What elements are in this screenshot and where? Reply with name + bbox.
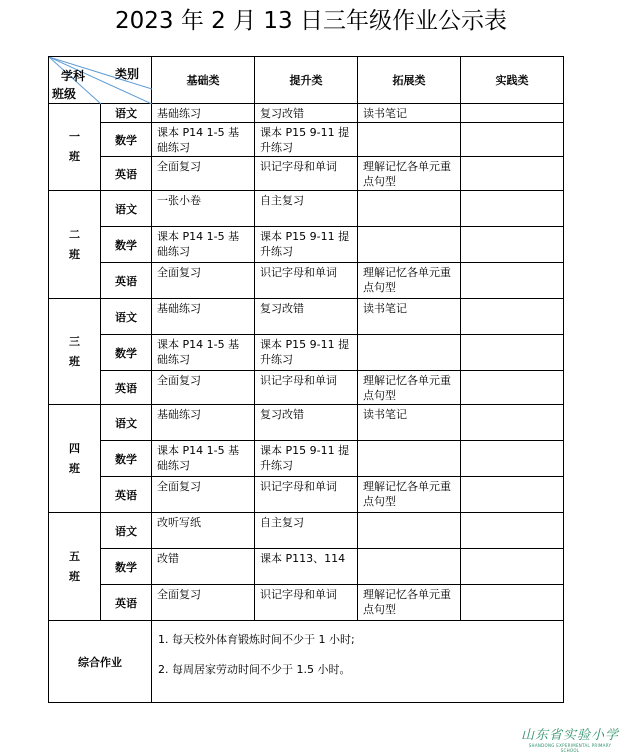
task-cell-improve: 识记字母和单词 (255, 263, 358, 299)
task-cell-basic: 课本 P14 1-5 基础练习 (152, 123, 255, 157)
school-logo-name: 山东省实验小学 (520, 728, 619, 743)
task-cell-extend: 理解记忆各单元重点句型 (358, 477, 461, 513)
subject-cell: 语文 (101, 405, 152, 441)
task-cell-basic: 全面复习 (152, 477, 255, 513)
class-name-char: 班 (69, 569, 80, 583)
table-row (49, 191, 564, 227)
task-cell-improve: 识记字母和单词 (255, 477, 358, 513)
summary-label: 综合作业 (49, 621, 152, 703)
table-row (49, 227, 564, 263)
class-name-char: 三 (69, 334, 80, 348)
class-name-char: 班 (69, 461, 80, 475)
table-row (49, 477, 564, 513)
task-cell-extend: 理解记忆各单元重点句型 (358, 157, 461, 191)
task-cell-extend: 读书笔记 (358, 104, 461, 123)
task-cell-basic: 基础练习 (152, 104, 255, 123)
task-cell-practice (461, 157, 564, 191)
task-cell-practice (461, 299, 564, 335)
task-cell-extend: 读书笔记 (358, 299, 461, 335)
task-cell-improve: 课本 P15 9-11 提升练习 (255, 123, 358, 157)
table-row (49, 549, 564, 585)
table-row (49, 123, 564, 157)
subject-cell: 英语 (101, 477, 152, 513)
task-cell-extend (358, 441, 461, 477)
task-cell-practice (461, 477, 564, 513)
subject-cell: 英语 (101, 263, 152, 299)
task-cell-basic: 全面复习 (152, 585, 255, 621)
table-row (49, 441, 564, 477)
task-cell-improve: 自主复习 (255, 191, 358, 227)
class-name-cell (49, 513, 101, 621)
summary-row (49, 621, 564, 703)
task-cell-practice (461, 441, 564, 477)
task-cell-basic: 基础练习 (152, 299, 255, 335)
task-cell-basic: 全面复习 (152, 371, 255, 405)
task-cell-improve: 自主复习 (255, 513, 358, 549)
summary-notes (152, 621, 564, 703)
class-name-char: 四 (69, 441, 80, 455)
subject-cell: 数学 (101, 549, 152, 585)
subject-cell: 英语 (101, 371, 152, 405)
class-name-char: 班 (69, 354, 80, 368)
task-cell-basic: 全面复习 (152, 157, 255, 191)
table-row (49, 513, 564, 549)
column-header-extend: 拓展类 (358, 57, 461, 104)
task-cell-extend: 理解记忆各单元重点句型 (358, 371, 461, 405)
class-name-cell (49, 405, 101, 513)
table-row (49, 335, 564, 371)
task-cell-practice (461, 191, 564, 227)
task-cell-practice (461, 104, 564, 123)
task-cell-extend: 读书笔记 (358, 405, 461, 441)
task-cell-practice (461, 549, 564, 585)
school-logo (520, 724, 620, 754)
subject-cell: 数学 (101, 441, 152, 477)
task-cell-extend (358, 513, 461, 549)
task-cell-extend: 理解记忆各单元重点句型 (358, 263, 461, 299)
task-cell-improve: 复习改错 (255, 299, 358, 335)
task-cell-improve: 课本 P15 9-11 提升练习 (255, 441, 358, 477)
corner-label-class: 班级 (52, 87, 77, 101)
class-name-cell (49, 191, 101, 299)
school-logo-english: SHANDONG EXPERIMENTAL PRIMARY SCHOOL (528, 743, 612, 753)
subject-cell: 语文 (101, 191, 152, 227)
task-cell-practice (461, 263, 564, 299)
subject-cell: 语文 (101, 513, 152, 549)
header-row (49, 57, 564, 104)
task-cell-practice (461, 335, 564, 371)
task-cell-improve: 复习改错 (255, 405, 358, 441)
task-cell-extend (358, 123, 461, 157)
corner-label-category: 类别 (115, 67, 140, 81)
table-row (49, 405, 564, 441)
task-cell-improve: 复习改错 (255, 104, 358, 123)
task-cell-improve: 课本 P113、114 (255, 549, 358, 585)
subject-cell: 数学 (101, 227, 152, 263)
task-cell-improve: 识记字母和单词 (255, 371, 358, 405)
task-cell-improve: 课本 P15 9-11 提升练习 (255, 227, 358, 263)
table-row (49, 371, 564, 405)
subject-cell: 数学 (101, 335, 152, 371)
corner-header-cell (49, 57, 152, 104)
class-name-char: 五 (69, 549, 80, 563)
class-name-char: 一 (69, 130, 80, 143)
task-cell-practice (461, 405, 564, 441)
subject-cell: 英语 (101, 585, 152, 621)
class-name-cell (49, 104, 101, 191)
class-name-char: 班 (69, 247, 80, 261)
task-cell-practice (461, 513, 564, 549)
task-cell-improve: 识记字母和单词 (255, 157, 358, 191)
corner-label-subject: 学科 (61, 69, 86, 83)
task-cell-basic: 基础练习 (152, 405, 255, 441)
homework-table (48, 56, 564, 703)
table-row (49, 585, 564, 621)
subject-cell: 语文 (101, 104, 152, 123)
table-row (49, 263, 564, 299)
subject-cell: 数学 (101, 123, 152, 157)
task-cell-extend: 理解记忆各单元重点句型 (358, 585, 461, 621)
column-header-practice: 实践类 (461, 57, 564, 104)
task-cell-extend (358, 191, 461, 227)
summary-note: 2. 每周居家劳动时间不少于 1.5 小时。 (158, 663, 351, 676)
task-cell-practice (461, 227, 564, 263)
task-cell-basic: 改听写纸 (152, 513, 255, 549)
table-row (49, 104, 564, 123)
table-row (49, 299, 564, 335)
task-cell-extend (358, 549, 461, 585)
class-name-cell (49, 299, 101, 405)
task-cell-practice (461, 371, 564, 405)
column-header-basic: 基础类 (152, 57, 255, 104)
task-cell-improve: 课本 P15 9-11 提升练习 (255, 335, 358, 371)
class-name-char: 班 (69, 150, 80, 163)
task-cell-extend (358, 335, 461, 371)
column-header-improve: 提升类 (255, 57, 358, 104)
task-cell-basic: 一张小卷 (152, 191, 255, 227)
class-name-char: 二 (69, 227, 80, 241)
task-cell-basic: 课本 P14 1-5 基础练习 (152, 441, 255, 477)
subject-cell: 英语 (101, 157, 152, 191)
task-cell-practice (461, 123, 564, 157)
task-cell-extend (358, 227, 461, 263)
page-title: 2023 年 2 月 13 日三年级作业公示表 (115, 8, 507, 34)
task-cell-improve: 识记字母和单词 (255, 585, 358, 621)
task-cell-basic: 课本 P14 1-5 基础练习 (152, 335, 255, 371)
task-cell-basic: 课本 P14 1-5 基础练习 (152, 227, 255, 263)
task-cell-practice (461, 585, 564, 621)
table-row (49, 157, 564, 191)
task-cell-basic: 全面复习 (152, 263, 255, 299)
subject-cell: 语文 (101, 299, 152, 335)
summary-note: 1. 每天校外体育锻炼时间不少于 1 小时; (158, 633, 355, 646)
task-cell-basic: 改错 (152, 549, 255, 585)
